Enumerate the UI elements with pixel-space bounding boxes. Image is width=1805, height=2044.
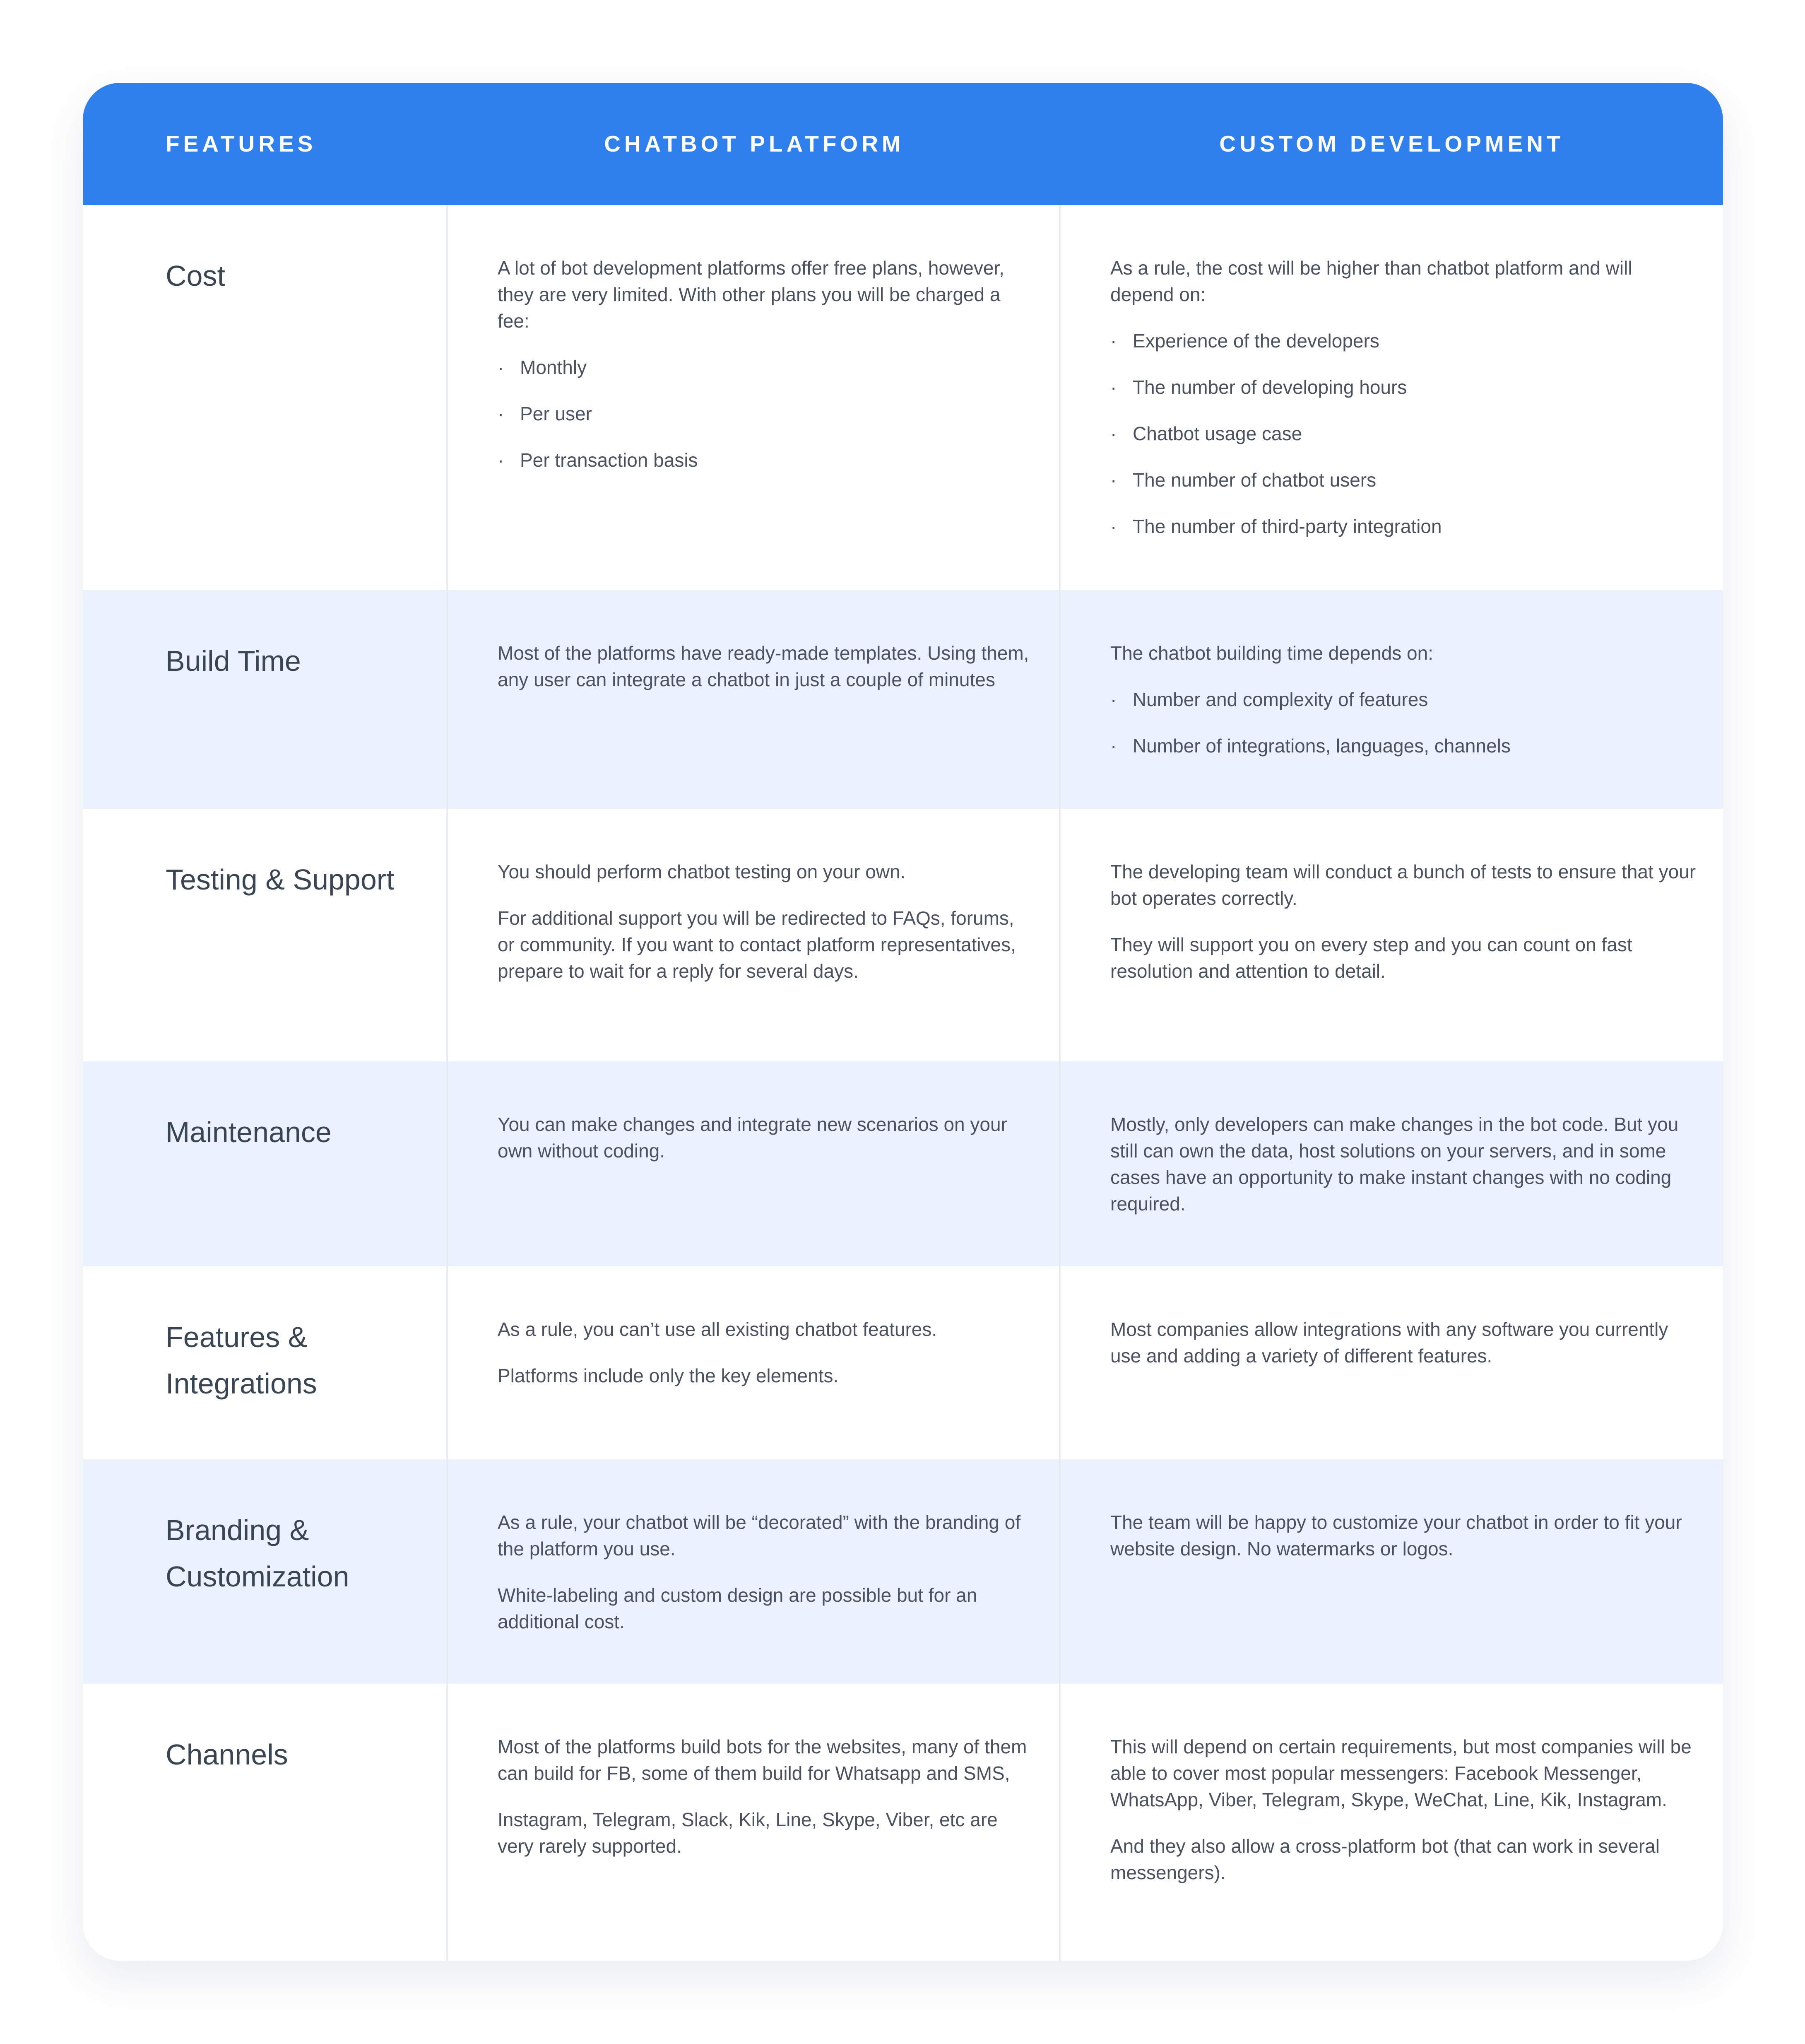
table-row: [83, 809, 1723, 1061]
bullet-list: [1110, 686, 1698, 759]
header-chatbot-platform: CHATBOT PLATFORM: [604, 131, 905, 157]
bullet-item: [498, 400, 1034, 427]
bullet-dot-icon: ·: [498, 403, 504, 424]
cell-paragraph: Most of the platforms build bots for the websites, many of them can build for FB, some of them build for Whatsapp and SMS,: [498, 1736, 1027, 1784]
cell-content: [498, 1733, 1034, 1879]
feature-name: Branding & Customization: [166, 1514, 349, 1593]
feature-name: Build Time: [166, 645, 301, 677]
cell-paragraph: The chatbot building time depends on:: [1110, 642, 1433, 664]
cell-paragraph: For additional support you will be redirected to FAQs, forums, or community. If you want to contact platform representatives, prepare to wait for a reply for several days.: [498, 907, 1016, 982]
bullet-item: [1110, 686, 1698, 713]
chatbot-platform-cell: [448, 809, 1061, 1061]
bullet-dot-icon: ·: [498, 357, 504, 378]
cell-content: [498, 858, 1034, 1004]
cell-paragraph: They will support you on every step and you can count on fast resolution and attention to detail.: [1110, 934, 1632, 982]
bullet-item: [498, 447, 1034, 473]
cell-paragraph: You can make changes and integrate new scenarios on your own without coding.: [498, 1114, 1007, 1162]
bullet-text: Per user: [520, 403, 592, 424]
chatbot-platform-cell: [448, 1459, 1061, 1684]
feature-name: Cost: [166, 260, 225, 292]
cell-paragraph: The developing team will conduct a bunch of tests to ensure that your bot operates correctly.: [1110, 861, 1696, 909]
feature-name: Channels: [166, 1738, 288, 1771]
cell-paragraph: Mostly, only developers can make changes in the bot code. But you still can own the data, host solutions on your servers, and in some cases have an opportunity to make instant changes with no coding required.: [1110, 1114, 1679, 1215]
feature-name: Maintenance: [166, 1116, 332, 1148]
cell-paragraph: Most of the platforms have ready-made templates. Using them, any user can integrate a chatbot in just a couple of minutes: [498, 642, 1029, 690]
bullet-text: The number of third-party integration: [1133, 516, 1442, 537]
bullet-text: Chatbot usage case: [1133, 423, 1302, 444]
cell-paragraph: As a rule, your chatbot will be “decorated” with the branding of the platform you use.: [498, 1511, 1021, 1560]
custom-development-cell: [1061, 1061, 1723, 1266]
bullet-item: [1110, 420, 1698, 447]
cell-paragraph: Most companies allow integrations with any software you currently use and adding a variety of different features.: [1110, 1318, 1668, 1367]
table-row: [83, 1684, 1723, 1961]
bullet-text: Number of integrations, languages, channels: [1133, 735, 1511, 757]
feature-cell: [83, 590, 448, 809]
bullet-list: [498, 354, 1034, 473]
bullet-item: [1110, 467, 1698, 493]
cell-content: [1110, 640, 1698, 779]
cell-content: [498, 1316, 1034, 1409]
custom-development-cell: [1061, 1266, 1723, 1459]
cell-paragraph: You should perform chatbot testing on your own.: [498, 861, 906, 882]
bullet-item: [1110, 374, 1698, 400]
custom-development-cell: [1061, 1459, 1723, 1684]
bullet-list: [1110, 328, 1698, 540]
feature-cell: [83, 1061, 448, 1266]
bullet-item: [498, 354, 1034, 381]
cell-content: [498, 1509, 1034, 1655]
feature-cell: [83, 1266, 448, 1459]
cell-content: [1110, 255, 1698, 559]
bullet-text: The number of developing hours: [1133, 376, 1407, 398]
cell-paragraph: As a rule, you can’t use all existing chatbot features.: [498, 1318, 937, 1340]
comparison-table: [83, 83, 1723, 1961]
custom-development-cell: [1061, 1684, 1723, 1961]
bullet-text: The number of chatbot users: [1133, 469, 1377, 491]
bullet-dot-icon: ·: [1110, 376, 1117, 398]
bullet-dot-icon: ·: [1110, 735, 1117, 757]
cell-paragraph: Instagram, Telegram, Slack, Kik, Line, Skype, Viber, etc are very rarely supported.: [498, 1809, 998, 1857]
feature-cell: [83, 809, 448, 1061]
cell-content: [498, 640, 1034, 713]
bullet-text: Experience of the developers: [1133, 330, 1379, 352]
cell-content: [498, 255, 1034, 493]
cell-content: [498, 1111, 1034, 1184]
chatbot-platform-cell: [448, 1061, 1061, 1266]
feature-name: Features & Integrations: [166, 1321, 317, 1400]
cell-content: [1110, 1509, 1698, 1582]
cell-content: [1110, 858, 1698, 1004]
bullet-item: [1110, 733, 1698, 759]
table-body: [83, 205, 1723, 1961]
custom-development-cell: [1061, 809, 1723, 1061]
feature-cell: [83, 1459, 448, 1684]
table-row: [83, 1459, 1723, 1684]
cell-paragraph: A lot of bot development platforms offer free plans, however, they are very limited. With other plans you will be charged a fee:: [498, 257, 1004, 332]
header-custom-development: CUSTOM DEVELOPMENT: [1219, 131, 1564, 157]
cell-paragraph: The team will be happy to customize your chatbot in order to fit your website design. No watermarks or logos.: [1110, 1511, 1682, 1560]
bullet-item: [1110, 328, 1698, 354]
table-row: [83, 1061, 1723, 1266]
cell-paragraph: White-labeling and custom design are possible but for an additional cost.: [498, 1584, 977, 1632]
bullet-dot-icon: ·: [1110, 516, 1117, 537]
cell-content: [1110, 1111, 1698, 1237]
table-header: [83, 83, 1723, 205]
bullet-dot-icon: ·: [1110, 330, 1117, 352]
bullet-text: Monthly: [520, 357, 587, 378]
cell-paragraph: As a rule, the cost will be higher than chatbot platform and will depend on:: [1110, 257, 1632, 305]
cell-paragraph: Platforms include only the key elements.: [498, 1365, 839, 1386]
cell-paragraph: This will depend on certain requirements, but most companies will be able to cover most popular messengers: Facebook Messenger, WhatsApp, Viber, Telegram, Skype, WeChat, Line, Kik, Instagram.: [1110, 1736, 1692, 1810]
chatbot-platform-cell: [448, 1266, 1061, 1459]
table-row: [83, 590, 1723, 809]
feature-name: Testing & Support: [166, 863, 395, 896]
custom-development-cell: [1061, 205, 1723, 590]
bullet-dot-icon: ·: [1110, 423, 1117, 444]
feature-cell: [83, 1684, 448, 1961]
cell-content: [1110, 1316, 1698, 1389]
cell-paragraph: And they also allow a cross-platform bot (that can work in several messengers).: [1110, 1835, 1660, 1883]
bullet-item: [1110, 513, 1698, 540]
table-row: [83, 1266, 1723, 1459]
header-features: FEATURES: [166, 131, 317, 157]
cell-content: [1110, 1733, 1698, 1906]
custom-development-cell: [1061, 590, 1723, 809]
chatbot-platform-cell: [448, 1684, 1061, 1961]
table-row: [83, 205, 1723, 590]
chatbot-platform-cell: [448, 590, 1061, 809]
bullet-dot-icon: ·: [1110, 689, 1117, 710]
chatbot-platform-cell: [448, 205, 1061, 590]
bullet-text: Per transaction basis: [520, 449, 698, 471]
bullet-text: Number and complexity of features: [1133, 689, 1428, 710]
bullet-dot-icon: ·: [1110, 469, 1117, 491]
bullet-dot-icon: ·: [498, 449, 504, 471]
feature-cell: [83, 205, 448, 590]
